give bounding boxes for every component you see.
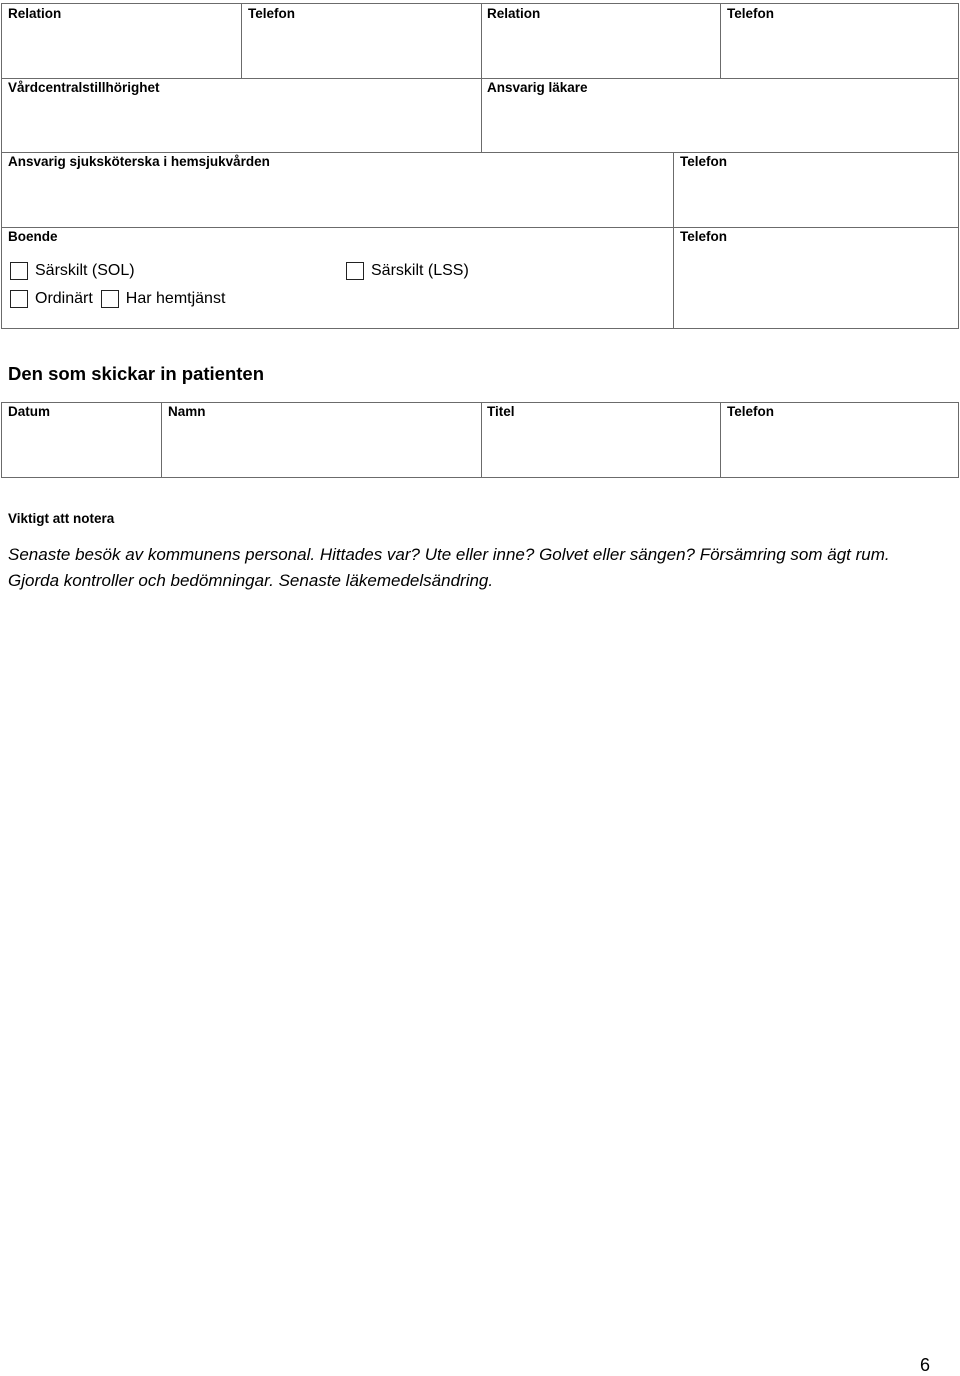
- page-number: 6: [920, 1355, 931, 1375]
- sjukskoterska-telefon-label: Telefon: [680, 154, 727, 169]
- namn-label: Namn: [168, 404, 206, 419]
- vardcentral-label: Vårdcentralstillhörighet: [8, 80, 160, 95]
- option-ordinart[interactable]: [10, 290, 225, 308]
- sol-label: Särskilt (SOL): [35, 262, 135, 279]
- namn-field[interactable]: [161, 402, 482, 478]
- boende-telefon-label: Telefon: [680, 229, 727, 244]
- option-sol[interactable]: [10, 262, 135, 280]
- sender-telefon-label: Telefon: [727, 404, 774, 419]
- relation-2-label: Relation: [487, 6, 541, 21]
- telefon-1-label: Telefon: [248, 6, 295, 21]
- ansvarig-sjukskoterska-label: Ansvarig sjuksköterska i hemsjukvården: [8, 154, 270, 169]
- option-lss[interactable]: [346, 262, 469, 280]
- notes-heading: Viktigt att notera: [8, 511, 115, 526]
- notes-line-2: Gjorda kontroller och bedömningar. Senaste läkemedelsändring.: [8, 571, 494, 590]
- datum-label: Datum: [8, 404, 51, 419]
- ordinart-checkbox[interactable]: [10, 290, 28, 308]
- boende-label: Boende: [8, 229, 58, 244]
- hemtjanst-checkbox[interactable]: [101, 290, 119, 308]
- relation-1-label: Relation: [8, 6, 62, 21]
- telefon-2-label: Telefon: [727, 6, 774, 21]
- lss-checkbox[interactable]: [346, 262, 364, 280]
- hemtjanst-label: Har hemtjänst: [125, 290, 226, 307]
- lss-label: Särskilt (LSS): [371, 262, 469, 279]
- sender-heading: Den som skickar in patienten: [8, 363, 265, 384]
- sol-checkbox[interactable]: [10, 262, 28, 280]
- ordinart-label: Ordinärt: [35, 290, 93, 307]
- titel-field[interactable]: [481, 402, 721, 478]
- notes-line-1: Senaste besök av kommunens personal. Hittades var? Ute eller inne? Golvet eller sängen? Försämring som ägt rum.: [8, 545, 890, 564]
- ansvarig-lakare-label: Ansvarig läkare: [487, 80, 588, 95]
- titel-label: Titel: [487, 404, 515, 419]
